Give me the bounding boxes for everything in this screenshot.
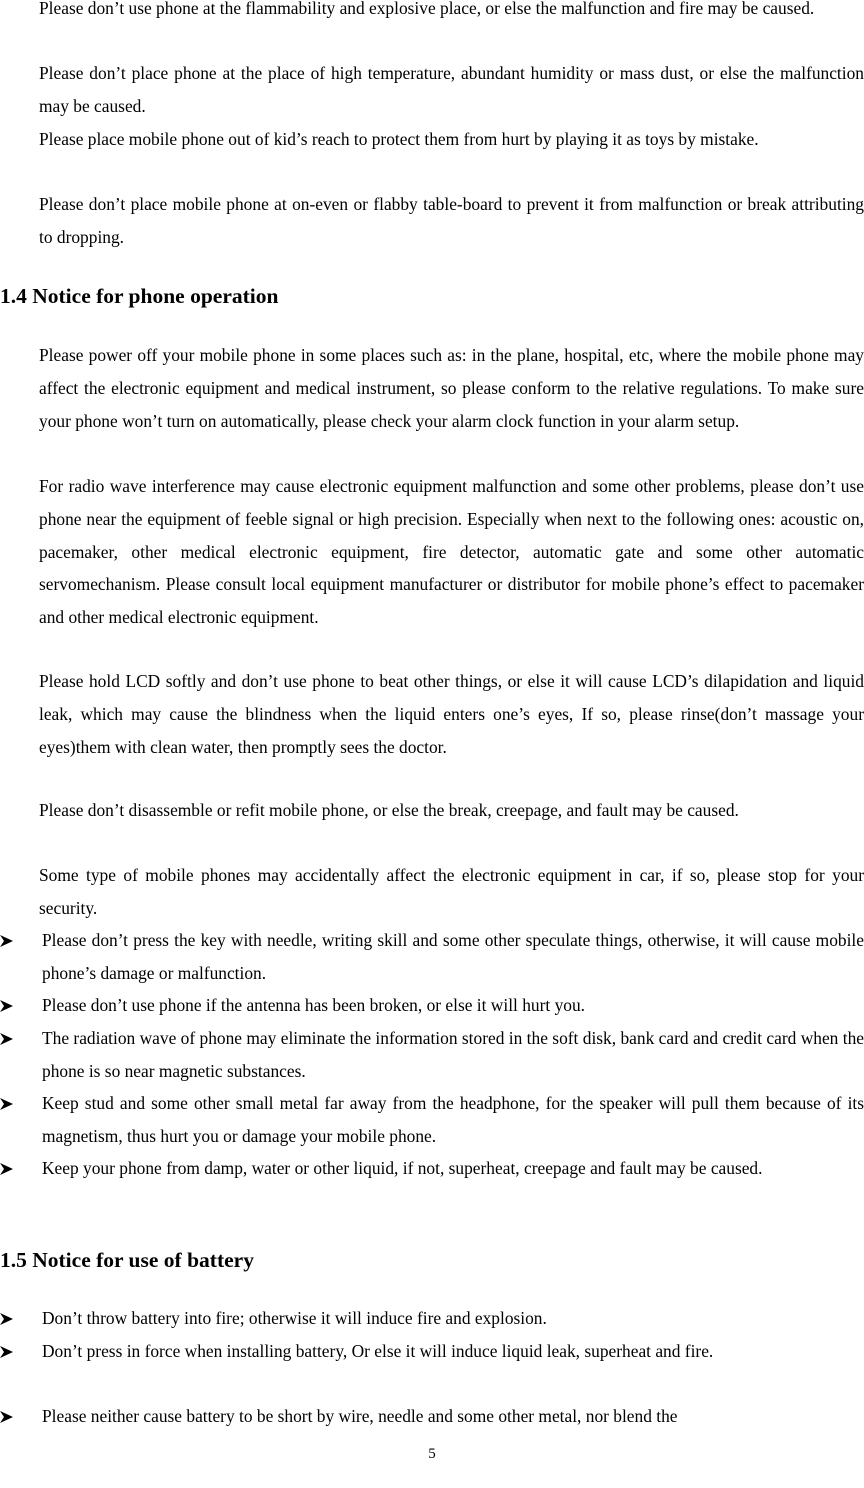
list-item-text: Please don’t press the key with needle, writing skill and some other speculate things, otherwise, it will cause mobile phone’s damage or malfunction.	[42, 930, 864, 983]
arrowhead-bullet-icon	[0, 1335, 14, 1368]
intro-paragraph: Please don’t place phone at the place of high temperature, abundant humidity or mass dust, or else the malfunction may be caused.	[39, 63, 864, 116]
section-paragraph: Please hold LCD softly and don’t use phone to beat other things, or else it will cause LCD’s dilapidation and liquid leak, which may cause the blindness when the liquid enters one’s eyes, If so, please rinse(don’t massage your eyes)them with clean water, then promptly sees the doctor.	[39, 671, 864, 757]
arrowhead-bullet-icon	[0, 1087, 14, 1120]
page-number: 5	[428, 1446, 436, 1462]
list-item-text: Don’t press in force when installing battery, Or else it will induce liquid leak, superheat and fire.	[42, 1341, 714, 1361]
section-paragraph: Please don’t disassemble or refit mobile phone, or else the break, creepage, and fault may be caused.	[39, 800, 739, 820]
arrowhead-bullet-icon	[0, 1152, 14, 1185]
list-item-text: Please don’t use phone if the antenna has been broken, or else it will hurt you.	[42, 995, 585, 1015]
section-heading-1-5: 1.5 Notice for use of battery	[0, 1248, 254, 1272]
arrowhead-bullet-icon	[0, 1302, 14, 1335]
list-item-text: Don’t throw battery into fire; otherwise it will induce fire and explosion.	[42, 1308, 547, 1328]
list-item-text: Please neither cause battery to be short by wire, needle and some other metal, nor blend the	[42, 1406, 678, 1426]
arrowhead-bullet-icon	[0, 924, 14, 957]
section-paragraph: Please power off your mobile phone in some places such as: in the plane, hospital, etc, where the mobile phone may affect the electronic equipment and medical instrument, so please conform to the relative regulations. To make sure your phone won’t turn on automatically, please check your alarm clock function in your alarm setup.	[39, 345, 864, 431]
list-item-text: Keep your phone from damp, water or other liquid, if not, superheat, creepage and fault may be caused.	[42, 1158, 763, 1178]
intro-paragraph: Please don’t place mobile phone at on-even or flabby table-board to prevent it from malfunction or break attributing to dropping.	[39, 194, 864, 247]
list-item-text: Keep stud and some other small metal far away from the headphone, for the speaker will pull them because of its magnetism, thus hurt you or damage your mobile phone.	[42, 1093, 864, 1146]
arrowhead-bullet-icon	[0, 1022, 14, 1055]
section-heading-1-4: 1.4 Notice for phone operation	[0, 284, 279, 308]
intro-paragraph: Please don’t use phone at the flammability and explosive place, or else the malfunction and fire may be caused.	[39, 0, 815, 18]
list-item-text: The radiation wave of phone may eliminate the information stored in the soft disk, bank card and credit card when the phone is so near magnetic substances.	[42, 1028, 864, 1081]
arrowhead-bullet-icon	[0, 1400, 14, 1433]
arrowhead-bullet-icon	[0, 989, 14, 1022]
section-paragraph: For radio wave interference may cause electronic equipment malfunction and some other problems, please don’t use phone near the equipment of feeble signal or high precision. Especially when next to the following ones: acoustic on, pacemaker, other medical electronic equipment, fire detector, automatic gate and some other automatic servomechanism. Please consult local equipment manufacturer or distributor for mobile phone’s effect to pacemaker and other medical electronic equipment.	[39, 476, 864, 628]
intro-paragraph: Please place mobile phone out of kid’s reach to protect them from hurt by playing it as toys by mistake.	[39, 129, 759, 149]
section-paragraph: Some type of mobile phones may accidentally affect the electronic equipment in car, if so, please stop for your security.	[39, 865, 864, 918]
